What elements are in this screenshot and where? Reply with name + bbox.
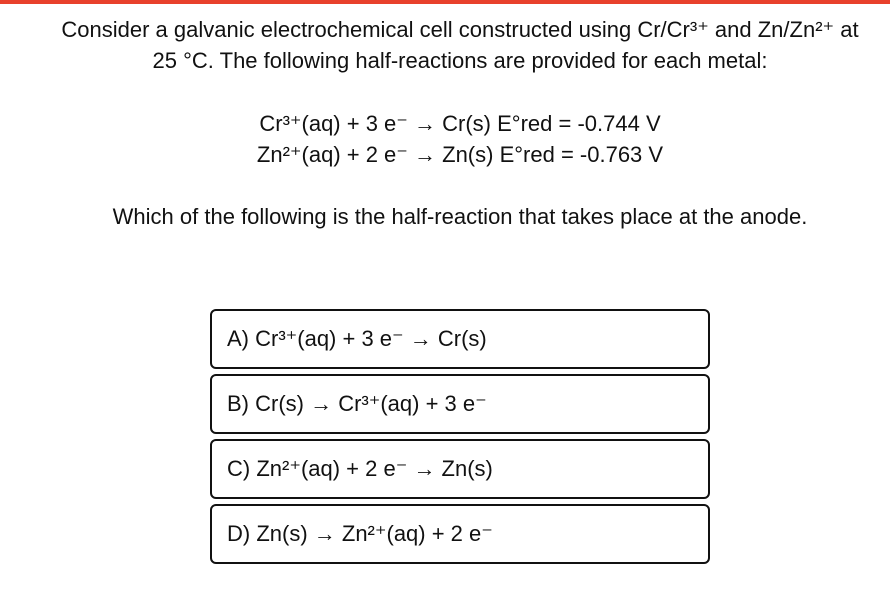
top-accent-bar	[0, 0, 890, 4]
half-reaction-cr: Cr³⁺(aq) + 3 e⁻ → Cr(s) E°red = -0.744 V	[259, 111, 661, 136]
half-reaction-zn: Zn²⁺(aq) + 2 e⁻ → Zn(s) E°red = -0.763 V	[256, 142, 664, 167]
option-c-label: C) Zn²⁺(aq) + 2 e⁻ → Zn(s)	[227, 456, 493, 481]
option-d-label: D) Zn(s) → Zn²⁺(aq) + 2 e⁻	[227, 521, 493, 546]
question-intro-line-2: 25 °C. The following half-reactions are provided for each metal:	[152, 48, 768, 73]
option-a-button[interactable]	[210, 309, 710, 369]
question-text	[40, 14, 880, 232]
option-c-button[interactable]	[210, 439, 710, 499]
question-prompt: Which of the following is the half-reaction that takes place at the anode.	[112, 204, 808, 229]
question-intro-line-1: Consider a galvanic electrochemical cell constructed using Cr/Cr³⁺ and Zn/Zn²⁺ at	[61, 17, 859, 42]
option-a-label: A) Cr³⁺(aq) + 3 e⁻ → Cr(s)	[227, 326, 487, 351]
half-reactions	[40, 108, 880, 170]
option-b-button[interactable]	[210, 374, 710, 434]
question-intro	[40, 14, 880, 76]
answer-options	[210, 309, 710, 569]
option-b-label: B) Cr(s) → Cr³⁺(aq) + 3 e⁻	[227, 391, 487, 416]
option-d-button[interactable]	[210, 504, 710, 564]
